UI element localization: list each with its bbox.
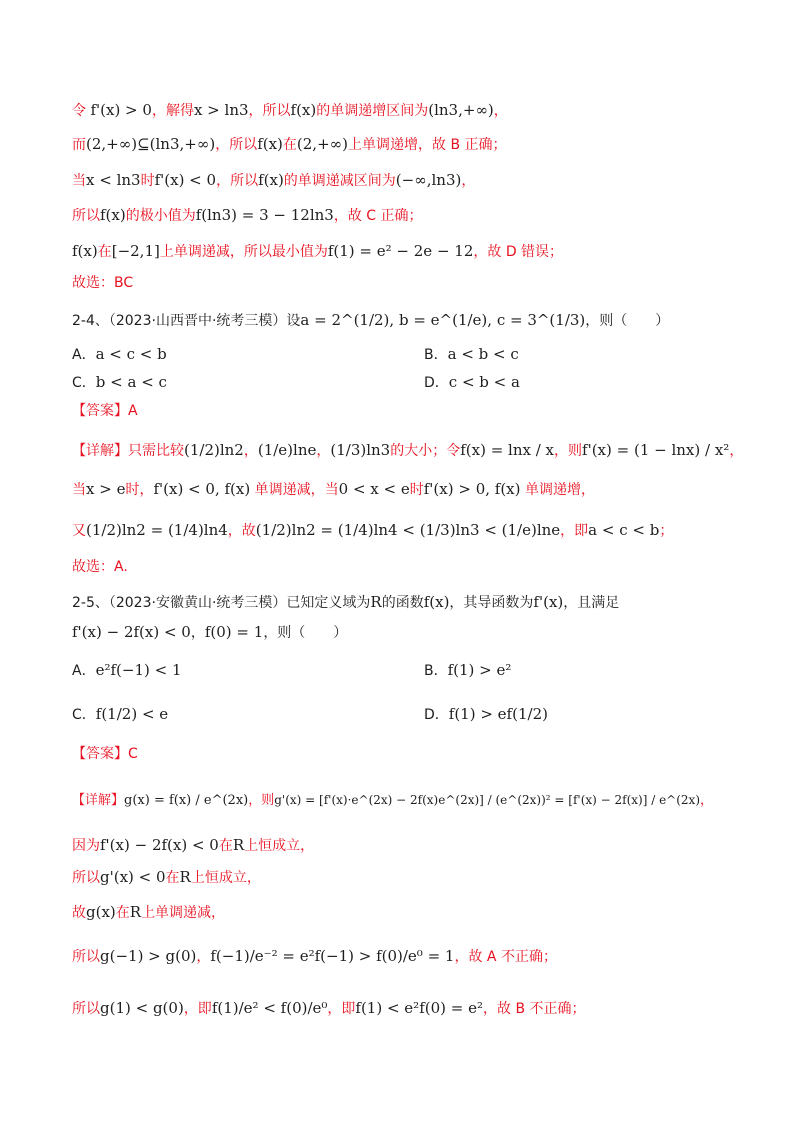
text: ，解得: [151, 103, 194, 119]
math: 0 < x < e: [338, 480, 410, 498]
math: f'(x) = (1 − lnx) / x²: [582, 441, 730, 459]
math: f'(x) > 0: [90, 101, 152, 119]
text: ，即: [183, 1001, 212, 1017]
text: 【详解】只需比较: [72, 443, 184, 459]
math: f(x): [100, 206, 126, 224]
text: 故: [72, 905, 86, 921]
text: ，所以: [216, 173, 259, 189]
text: ，: [316, 443, 331, 459]
text: ，: [196, 949, 211, 965]
math: g(1) < g(0): [100, 999, 184, 1017]
option-value: b < a < c: [95, 373, 167, 391]
math: R: [370, 593, 382, 611]
math: g'(x) = [f'(x)·e^(2x) − 2f(x)e^(2x)] / (e^(2x))² = [f'(x) − 2f(x)] / e^(2x): [274, 793, 700, 807]
option-a: [72, 347, 167, 363]
solution-line-2: [72, 134, 760, 155]
text: 的单调递增区间为: [316, 103, 429, 119]
text: 所以: [72, 870, 100, 886]
math: f'(x): [533, 593, 564, 611]
math: R: [179, 868, 191, 886]
text: ，其导函数为: [449, 595, 534, 611]
text: 2-4、（2023·山西晋中·统考三模）设: [72, 313, 301, 329]
text: 故选：BC: [72, 275, 134, 291]
text: ，故: [227, 523, 256, 539]
math: (2,+∞): [296, 135, 348, 153]
math: f'(x) − 2f(x) < 0: [72, 623, 191, 641]
text: ，: [493, 103, 508, 119]
text: ，故 B 不正确；: [483, 1001, 586, 1017]
text: ，: [729, 443, 744, 459]
answer-label: [72, 744, 760, 764]
text: ，: [461, 173, 476, 189]
option-label: C．: [72, 375, 96, 391]
text: ，故 A 不正确；: [454, 949, 557, 965]
math: x > e: [86, 480, 126, 498]
choice-line: [72, 273, 760, 293]
answer-text: 【答案】C: [72, 746, 138, 762]
text: 单调递减，当: [250, 482, 339, 498]
option-label: B．: [424, 347, 448, 363]
text: 时: [140, 173, 155, 189]
math: (1/e)lne: [257, 441, 317, 459]
detail-line-6: [72, 998, 760, 1019]
solution-line-3: [72, 170, 760, 191]
detail-line-1: [72, 440, 760, 461]
choice-text: 故选：A.: [72, 559, 128, 575]
math: f'(x) − 2f(x) < 0: [100, 836, 219, 854]
math: (1/2)ln2 = (1/4)ln4: [86, 521, 228, 539]
text: ，且满足: [563, 595, 620, 611]
detail-line-2: [72, 835, 760, 856]
option-value: a < c < b: [95, 345, 167, 363]
math: g(x): [86, 903, 116, 921]
answer-text: 【答案】A: [72, 403, 138, 419]
math: R: [129, 903, 142, 921]
text: 又: [72, 523, 86, 539]
text: ，即: [327, 1001, 356, 1017]
text: ，则: [248, 793, 275, 808]
option-label: A．: [72, 663, 96, 679]
option-label: B．: [424, 663, 448, 679]
detail-line-3: [72, 867, 760, 888]
solution-line-5: [72, 241, 760, 262]
option-c: [72, 375, 167, 391]
detail-line-5: [72, 946, 760, 967]
text: 的函数: [381, 595, 424, 611]
math: a = 2^(1/2), b = e^(1/e), c = 3^(1/3): [300, 311, 586, 329]
question-2-5: [72, 592, 760, 613]
question-2-4: [72, 310, 760, 331]
text: 时: [409, 482, 424, 498]
options-row-1: [72, 660, 760, 681]
text: 上单调递减，所以最小值为: [159, 244, 328, 260]
text: 当: [72, 173, 86, 189]
math: f(x): [72, 242, 98, 260]
text: 所以: [72, 1001, 100, 1017]
text: 上单调递减，: [141, 905, 226, 921]
math: f(x) = lnx / x: [460, 441, 555, 459]
option-b: [424, 660, 511, 681]
text: 2-5、（2023·安徽黄山·统考三模）已知定义域为: [72, 595, 371, 611]
math: f(−1)/e⁻² = e²f(−1) > f(0)/e⁰ = 1: [210, 947, 455, 965]
math: f(1) < e²f(0) = e²: [355, 999, 483, 1017]
math: (2,+∞)⊆(ln3,+∞): [86, 135, 216, 153]
math: (1/3)ln3: [330, 441, 391, 459]
text: ，则（ ）: [263, 625, 348, 641]
text: 的单调递减区间为: [283, 173, 396, 189]
solution-line-4: [72, 205, 760, 226]
math: f(x): [423, 593, 450, 611]
math: f'(x) < 0, f(x): [153, 480, 251, 498]
choice-line: [72, 557, 760, 577]
text: 在: [165, 870, 180, 886]
option-value: f(1/2) < e: [95, 705, 169, 723]
option-label: C．: [72, 707, 96, 723]
text: ；: [659, 523, 674, 539]
option-d: [424, 372, 520, 393]
option-a: [72, 663, 181, 679]
option-c: [72, 707, 168, 723]
text: 因为: [72, 838, 100, 854]
option-value: f(1) > ef(1/2): [448, 705, 548, 723]
text: 上恒成立，: [190, 870, 261, 886]
math: f(0) = 1: [204, 623, 264, 641]
text: 令: [72, 103, 91, 119]
math: (−∞,ln3): [395, 171, 462, 189]
text: ，则: [554, 443, 583, 459]
detail-line-2: [72, 479, 760, 500]
text: 在: [218, 838, 233, 854]
option-value: a < b < c: [447, 345, 519, 363]
detail-line-1: [72, 790, 760, 811]
text: 在: [97, 244, 112, 260]
option-label: D．: [424, 375, 449, 391]
text: 所以: [72, 949, 100, 965]
text: ，: [700, 793, 714, 808]
math: (1/2)ln2 = (1/4)ln4 < (1/3)ln3 < (1/e)lne: [255, 521, 561, 539]
options-row-1: [72, 344, 760, 365]
options-row-2: [72, 704, 760, 725]
text: ，故 C 正确；: [333, 208, 423, 224]
math: R: [232, 836, 245, 854]
text: 在: [115, 905, 130, 921]
math: g'(x) < 0: [100, 868, 166, 886]
text: ，所以: [248, 103, 291, 119]
text: 的极小值为: [125, 208, 196, 224]
text: ，即: [560, 523, 589, 539]
math: f(x): [257, 135, 283, 153]
option-label: A．: [72, 347, 96, 363]
detail-line-4: [72, 902, 760, 923]
text: 而: [72, 137, 86, 153]
text: ，则（ ）: [585, 313, 670, 329]
option-d: [424, 704, 548, 725]
text: 的大小；令: [390, 443, 461, 459]
question-condition: [72, 622, 760, 643]
text: 所以: [72, 208, 100, 224]
option-b: [424, 344, 519, 365]
math: f'(x) > 0, f(x): [423, 480, 521, 498]
option-value: f(1) > e²: [447, 661, 512, 679]
text: 时，: [125, 482, 154, 498]
answer-label: [72, 401, 760, 421]
math: f(x): [258, 171, 284, 189]
math: x > ln3: [193, 101, 249, 119]
text: ，: [243, 443, 258, 459]
solution-line-1: [72, 100, 760, 121]
text: ，所以: [215, 137, 258, 153]
math: (1/2)ln2: [184, 441, 244, 459]
text: 单调递增，: [520, 482, 595, 498]
math: a < c < b: [588, 521, 660, 539]
math: (ln3,+∞): [428, 101, 494, 119]
math: f(ln3) = 3 − 12ln3: [195, 206, 334, 224]
text: 在: [282, 137, 297, 153]
math: g(x) = f(x) / e^(2x): [124, 793, 249, 808]
math: f(x): [290, 101, 317, 119]
text: 上恒成立，: [244, 838, 315, 854]
math: f(1) = e² − 2e − 12: [327, 242, 474, 260]
text: ，: [190, 625, 205, 641]
text: 【详解】: [72, 793, 125, 808]
text: 上单调递增，故 B 正确；: [348, 137, 507, 153]
option-label: D．: [424, 707, 449, 723]
math: f'(x) < 0: [154, 171, 217, 189]
option-value: c < b < a: [448, 373, 520, 391]
option-value: e²f(−1) < 1: [95, 661, 182, 679]
text: ，故 D 错误；: [473, 244, 564, 260]
text: 当: [72, 482, 86, 498]
math: x < ln3: [86, 171, 141, 189]
options-row-2: [72, 372, 760, 393]
math: f(1)/e² < f(0)/e⁰: [211, 999, 328, 1017]
math: g(−1) > g(0): [100, 947, 197, 965]
detail-line-3: [72, 520, 760, 541]
math: [−2,1]: [111, 242, 160, 260]
